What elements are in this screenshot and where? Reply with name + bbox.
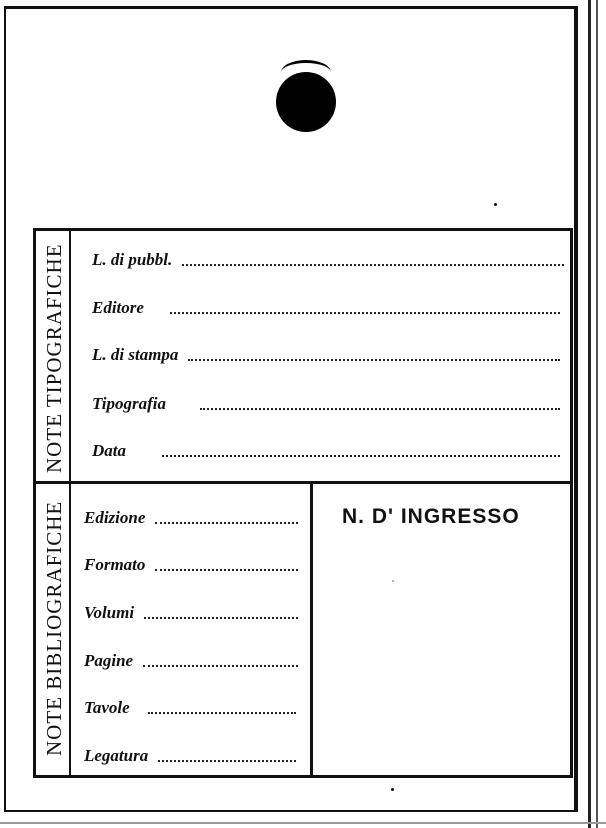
field-row-volumi[interactable] (84, 603, 298, 623)
field-row-luogo-pubblicazione[interactable] (92, 250, 564, 270)
section-divider (33, 481, 573, 484)
field-row-legatura[interactable] (84, 746, 296, 766)
dotted-fill-line (170, 311, 560, 314)
card-edge-line (596, 0, 598, 828)
ingresso-number-heading: N. D' INGRESSO (342, 505, 520, 528)
field-label: Tipografia (92, 394, 166, 413)
dotted-fill-line (182, 263, 564, 266)
field-label: Edizione (84, 508, 146, 527)
field-row-edizione[interactable] (84, 508, 298, 528)
ink-speck (391, 788, 394, 791)
field-label: Data (92, 441, 126, 460)
card-edge-line (588, 0, 591, 828)
field-row-luogo-stampa[interactable] (92, 345, 560, 365)
dotted-fill-line (200, 407, 560, 410)
tipografiche-heading: NOTE TIPOGRAFICHE (42, 243, 66, 473)
field-label: Tavole (84, 698, 130, 717)
punch-hole (276, 72, 336, 132)
field-label: Legatura (84, 746, 149, 765)
field-row-tavole[interactable] (84, 698, 296, 718)
ingresso-divider (310, 484, 313, 778)
dotted-fill-line (188, 358, 560, 361)
field-label: Pagine (84, 651, 134, 670)
bibliografiche-sidebar-line (69, 484, 71, 778)
dotted-fill-line (162, 454, 560, 457)
field-row-tipografia[interactable] (92, 394, 560, 414)
scan-bottom-edge (0, 822, 606, 824)
tipografiche-sidebar-line (69, 231, 71, 481)
bibliografiche-heading: NOTE BIBLIOGRAFICHE (42, 500, 66, 756)
ink-speck (392, 580, 394, 582)
field-label: Formato (84, 555, 146, 574)
dotted-fill-line (143, 664, 298, 667)
dotted-fill-line (148, 711, 296, 714)
field-row-formato[interactable] (84, 555, 298, 575)
field-row-data[interactable] (92, 441, 560, 461)
field-label: L. di pubbl. (92, 250, 173, 269)
field-row-editore[interactable] (92, 298, 560, 318)
field-label: Volumi (84, 603, 135, 622)
ink-speck (494, 203, 497, 206)
field-label: Editore (92, 298, 144, 317)
dotted-fill-line (155, 521, 298, 524)
field-row-pagine[interactable] (84, 651, 298, 671)
dotted-fill-line (144, 616, 298, 619)
dotted-fill-line (155, 568, 298, 571)
field-label: L. di stampa (92, 345, 179, 364)
dotted-fill-line (158, 759, 296, 762)
